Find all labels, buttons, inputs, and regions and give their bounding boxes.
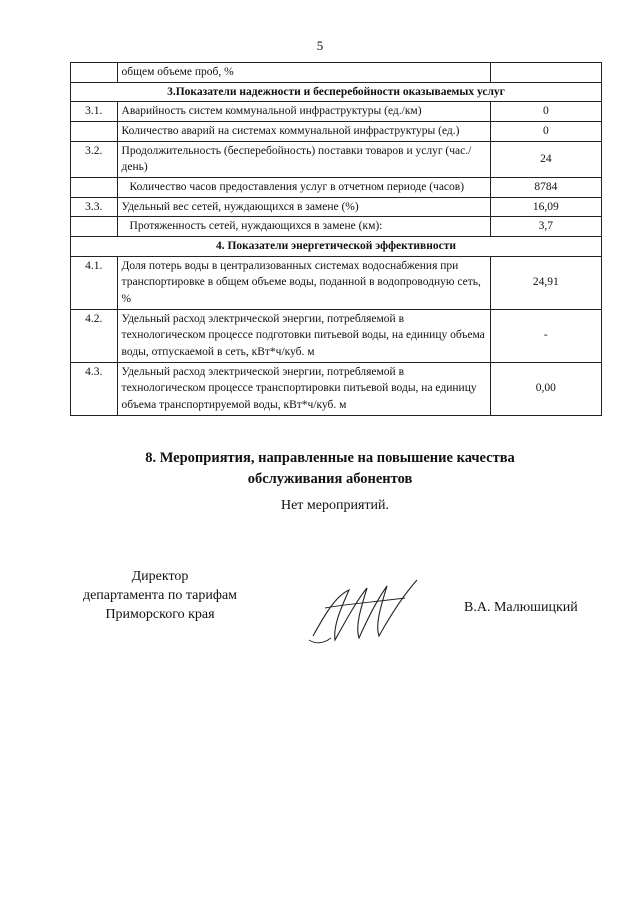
row-description: Протяженность сетей, нуждающихся в замене (км): [117,217,490,237]
section-8-title [0,448,640,490]
table-row [71,197,602,217]
handwritten-signature [305,578,425,648]
row-number [71,178,118,198]
section-3-title: 3.Показатели надежности и бесперебойности оказываемых услуг [71,82,602,102]
row-value: 0 [490,102,601,122]
row-value: 24,91 [490,256,601,309]
row-description: Удельный вес сетей, нуждающихся в замене (%) [117,197,490,217]
row-number: 3.1. [71,102,118,122]
signatory-position [60,568,260,625]
section-8-title-line2: обслуживания абонентов [247,471,413,488]
row-description: Продолжительность (бесперебойность) поставки товаров и услуг (час./день) [117,141,490,177]
row-description: общем объеме проб, % [117,63,490,83]
section-8-body: Нет мероприятий. [280,498,390,513]
position-line-1: Директор [131,569,189,584]
row-description: Количество часов предоставления услуг в отчетном периоде (часов) [117,178,490,198]
row-number: 3.2. [71,141,118,177]
table-row [71,256,602,309]
table-row [71,178,602,198]
row-number: 4.2. [71,309,118,362]
page-number: 5 [316,38,324,53]
section-8-title-line1: 8. Мероприятия, направленные на повышение качества [145,450,515,466]
row-number: 3.3. [71,197,118,217]
row-description: Удельный расход электрической энергии, потребляемой в технологическом процессе транспортировки питьевой воды, на единицу объема транспортируемой воды, кВт*ч/куб. м [117,362,490,415]
row-description: Аварийность систем коммунальной инфраструктуры (ед./км) [117,102,490,122]
row-value: 24 [490,141,601,177]
table-row [71,122,602,142]
table-row [71,309,602,362]
row-value: 16,09 [490,197,601,217]
section-4-title: 4. Показатели энергетической эффективности [71,237,602,257]
table-row [71,141,602,177]
section-header-row [71,82,602,102]
position-line-3: Приморского края [105,606,215,622]
signatory-name: В.А. Малюшицкий [464,600,578,615]
row-value: 0,00 [490,362,601,415]
indicators-table [70,62,602,416]
row-description: Удельный расход электрической энергии, потребляемой в технологическом процессе подготовки питьевой воды, на единицу объема воды, отпускаемой в сеть, кВт*ч/куб. м [117,309,490,362]
row-number [71,63,118,83]
table-row [71,102,602,122]
row-number: 4.1. [71,256,118,309]
row-value [490,63,601,83]
row-description: Доля потерь воды в централизованных системах водоснабжения при транспортировке в общем объеме воды, поданной в водопроводную сеть, % [117,256,490,309]
row-number [71,217,118,237]
row-value: 0 [490,122,601,142]
table-row [71,217,602,237]
table-row [71,63,602,83]
position-line-2: департамента по тарифам [82,587,238,603]
row-value: - [490,309,601,362]
row-value: 3,7 [490,217,601,237]
row-value: 8784 [490,178,601,198]
table-row [71,362,602,415]
section-header-row [71,237,602,257]
row-number: 4.3. [71,362,118,415]
row-number [71,122,118,142]
row-description: Количество аварий на системах коммунальной инфраструктуры (ед.) [117,122,490,142]
